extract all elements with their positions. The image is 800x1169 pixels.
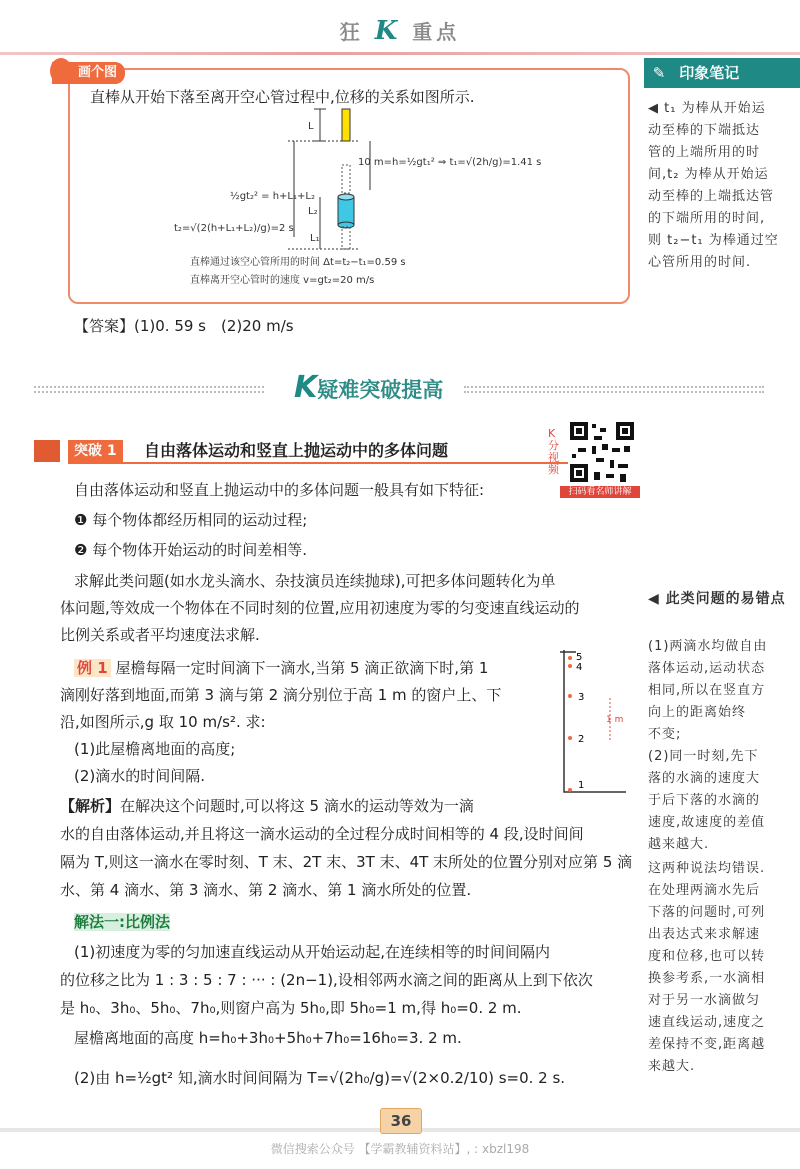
answer-line: 【答案】(1)0. 59 s (2)20 m/s: [74, 317, 294, 335]
analysis-line-4: 水、第 4 滴水、第 3 滴水、第 2 滴水、第 1 滴水所处的位置.: [60, 881, 472, 899]
side-note-2-line-10: 越来越大.: [648, 837, 710, 852]
label-l2: 直棒离开空心管时的速度 v=gt₂=20 m/s: [190, 275, 375, 286]
side-note-2-line-1: (1)两滴水均做自由: [648, 639, 768, 654]
box-tag: 画个图: [52, 62, 125, 84]
side-note-1-line-7: 则 t₂−t₁ 为棒通过空: [648, 233, 779, 248]
label-L: L₁: [310, 233, 320, 244]
breakthrough-title: 自由落体运动和竖直上抛运动中的多体问题: [144, 441, 449, 460]
hollow-tube: [338, 197, 354, 225]
side-note-2-line-8: 于后下落的水滴的: [648, 793, 761, 808]
analysis-line-1: [60, 792, 474, 820]
rod-tube-diagram: [170, 105, 610, 295]
side-notes-title: 印象笔记: [679, 64, 740, 82]
side-note-2-line-18: 速直线运动,速度之: [648, 1015, 766, 1030]
analysis-label: 【解析】: [60, 797, 121, 815]
window-height-label: 1 m: [606, 715, 624, 725]
box-intro: 直棒从开始下落至离开空心管过程中,位移的关系如图所示.: [90, 88, 475, 106]
label-l1: 直棒通过该空心管所用的时间 Δt=t₂−t₁=0.59 s: [190, 257, 406, 268]
drop-4-label: 4: [576, 662, 583, 673]
side-note-2-line-13: 下落的问题时,可列: [648, 905, 766, 920]
side-note-1-line-3: 管的上端所用的时: [648, 145, 761, 160]
header-k-logo: K: [374, 16, 402, 46]
label-L1: L: [308, 121, 314, 132]
side-note-2-line-4: 向上的距离始终: [648, 705, 747, 720]
side-note-1-line-2: 动至棒的下端抵达: [648, 123, 761, 138]
drop-2-label: 2: [578, 734, 585, 745]
example-line-3: 沿,如图所示,g 取 10 m/s². 求:: [60, 713, 266, 731]
drop-3-label: 3: [578, 692, 585, 703]
footer-text: 微信搜索公众号 【学霸教辅资料站】, : xbzl198: [270, 1142, 530, 1156]
side-note-2-line-20: 来越大.: [648, 1059, 696, 1074]
side-note-2-line-15: 度和位移,也可以转: [648, 949, 766, 964]
qr-caption: 扫码看名师讲解: [560, 486, 640, 498]
method-1-title: 解法一:比例法: [74, 913, 170, 931]
side-note-1-line-5: 动至棒的上端抵达管: [648, 189, 775, 204]
drop-5-label: 5: [576, 652, 583, 663]
analysis-text-1: 在解决这个问题时,可以将这 5 滴水的运动等效为一滴: [120, 797, 474, 815]
example-line-2: 滴刚好落到地面,而第 3 滴与第 2 滴分别位于高 1 m 的窗户上、下: [60, 686, 502, 704]
header-rule: [0, 52, 800, 55]
analysis-line-2: 水的自由落体运动,并且将这一滴水运动的全过程分成时间相等的 4 段,设时间间: [60, 825, 584, 843]
side-note-2-line-11: 这两种说法均错误.: [648, 861, 766, 876]
label-L2: L₂: [308, 206, 318, 217]
side-note-2-line-16: 换参考系,一水滴相: [648, 971, 766, 986]
book-icon: [34, 440, 60, 462]
breakthrough-heading: [34, 440, 634, 462]
qr-side-label: K分视频: [548, 427, 559, 476]
side-mistake-title: ◀ 此类问题的易错点: [648, 591, 786, 607]
body-p2b: 体问题,等效成一个物体在不同时刻的位置,应用初速度为零的匀变速直线运动的: [60, 599, 580, 617]
side-note-2-line-7: 落的水滴的速度大: [648, 771, 761, 786]
side-note-2-line-3: 相同,所以在竖直方: [648, 683, 766, 698]
side-note-2-line-19: 差保持不变,距离越: [648, 1037, 766, 1052]
example-label: 例 1: [74, 659, 111, 677]
page-header: [0, 0, 800, 62]
side-note-2-line-9: 速度,故速度的差值: [648, 815, 766, 830]
body-p1: 自由落体运动和竖直上抛运动中的多体问题一般具有如下特征:: [74, 481, 485, 499]
method-1-heading: [74, 908, 170, 936]
body-item-2: ❷ 每个物体开始运动的时间差相等.: [74, 541, 307, 559]
header-right: 重点: [412, 20, 461, 44]
label-t2b: t₂=√(2(h+L₁+L₂)/g)=2 s: [174, 223, 294, 234]
solution-line-2: 的位移之比为 1 : 3 : 5 : 7 : ··· : (2n−1),设相邻两水滴之间的距离从上到下依次: [60, 971, 593, 989]
question-2: (2)滴水的时间间隔.: [74, 767, 206, 785]
side-note-1-line-6: 的下端所用的时间,: [648, 211, 766, 226]
breakthrough-label: 突破 1: [68, 440, 123, 462]
section-k-logo: K: [294, 370, 318, 405]
side-note-2-line-17: 对于另一水滴做匀: [648, 993, 761, 1008]
label-t1: 10 m=h=½gt₁² ⇒ t₁=√(2h/g)=1.41 s: [358, 157, 542, 168]
label-t2a: ½gt₂² = h+L₁+L₂: [230, 191, 315, 202]
section-title-text: 疑难突破提高: [317, 378, 444, 402]
rod: [342, 109, 350, 141]
side-note-2-line-6: (2)同一时刻,先下: [648, 749, 759, 764]
analysis-line-3: 隔为 T,则这一滴水在零时刻、T 末、2T 末、3T 末、4T 末所处的位置分别对应第 5 滴: [60, 853, 633, 871]
example-text-1: 屋檐每隔一定时间滴下一滴水,当第 5 滴正欲滴下时,第 1: [115, 659, 489, 677]
rod-ghost: [342, 165, 350, 193]
side-note-2-line-14: 出表达式来求解速: [648, 927, 761, 942]
side-note-1-line-1: ◀ t₁ 为棒从开始运: [648, 101, 766, 116]
solution-line-3: 是 h₀、3h₀、5h₀、7h₀,则窗户高为 5h₀,即 5h₀=1 m,得 h₀=0. 2 m.: [60, 999, 522, 1017]
body-p2a: 求解此类问题(如水龙头滴水、杂技演员连续抛球),可把多体问题转化为单: [74, 572, 556, 590]
side-notes-header: [644, 58, 800, 88]
section-bar: [34, 370, 764, 405]
body-p2c: 比例关系或者平均速度法求解.: [60, 626, 260, 644]
header-left: 狂: [339, 20, 364, 44]
side-note-2-line-5: 不变;: [648, 727, 682, 742]
question-1: (1)此屋檐离地面的高度;: [74, 740, 236, 758]
solution-line-1: (1)初速度为零的匀加速直线运动从开始运动起,在连续相等的时间间隔内: [74, 943, 551, 961]
page-number: 36: [380, 1108, 422, 1134]
section-title: [286, 370, 451, 405]
drop-1-label: 1: [578, 780, 585, 791]
example-line-1: [74, 654, 488, 682]
solution-line-5: (2)由 h=½gt² 知,滴水时间间隔为 T=√(2h₀/g)=√(2×0.2/10) s=0. 2 s.: [74, 1069, 566, 1087]
solution-line-4: 屋檐离地面的高度 h=h₀+3h₀+5h₀+7h₀=16h₀=3. 2 m.: [74, 1029, 462, 1047]
notes-icon: ✎: [652, 64, 666, 82]
side-note-1-line-4: 间,t₂ 为棒从开始运: [648, 167, 769, 182]
side-note-2-line-12: 在处理两滴水先后: [648, 883, 761, 898]
side-note-1-line-8: 心管所用的时间.: [648, 255, 752, 270]
body-item-1: ❶ 每个物体都经历相同的运动过程;: [74, 511, 308, 529]
water-drops-diagram: [556, 648, 634, 798]
side-note-2-line-2: 落体运动,运动状态: [648, 661, 766, 676]
qr-code[interactable]: [568, 420, 636, 488]
